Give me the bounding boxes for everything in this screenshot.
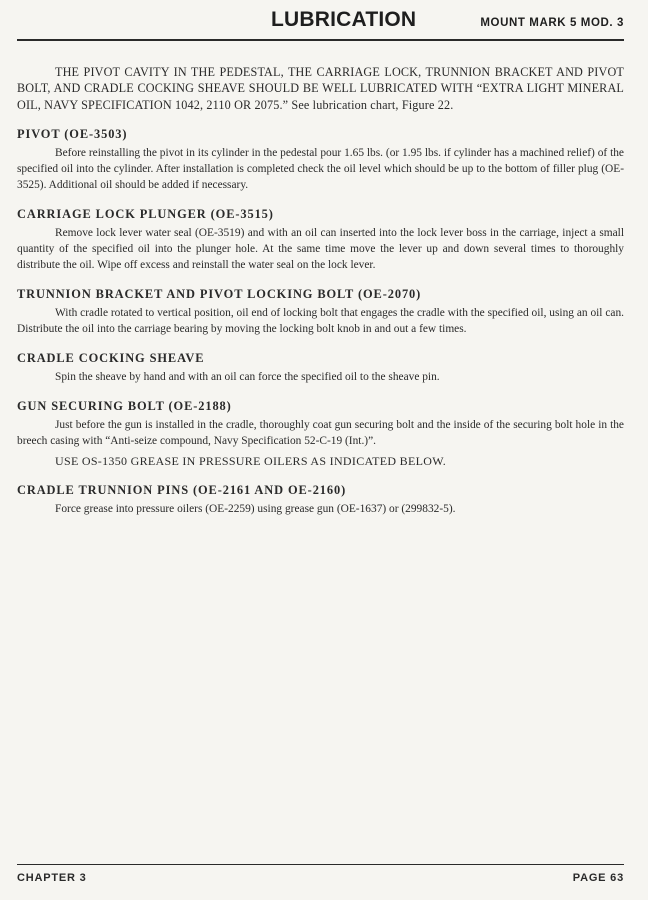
page-body — [17, 64, 624, 517]
section-paragraph: Just before the gun is installed in the cradle, thoroughly coat gun securing bolt and the inside of the securing bolt hole in the breech casing with “Anti-seize compound, Navy Specification 52-C-19 (Int.)”. — [17, 418, 624, 447]
section-carriage-lock-plunger — [17, 206, 624, 273]
section-cradle-cocking-sheave — [17, 350, 624, 385]
section-gun-securing-bolt — [17, 398, 624, 469]
chapter-label: CHAPTER 3 — [17, 872, 87, 884]
section-cradle-trunnion-pins — [17, 482, 624, 517]
footer-rule — [17, 864, 624, 865]
page-title: LUBRICATION — [271, 8, 417, 31]
section-pivot — [17, 126, 624, 193]
section-paragraph: Before reinstalling the pivot in its cylinder in the pedestal pour 1.65 lbs. (or 1.95 lbs. if cylinder has a machined relief) of the specified oil into the cylinder. After installation is completed check the oil level which should be up to the bottom of filler plug (OE-3525). Additional oil should be added if necessary. — [17, 146, 624, 191]
section-heading: CARRIAGE LOCK PLUNGER (OE-3515) — [17, 206, 274, 221]
page-number: PAGE 63 — [572, 872, 624, 884]
section-paragraph: Force grease into pressure oilers (OE-2259) using grease gun (OE-1637) or (299832-5). — [55, 502, 456, 515]
grease-note: USE OS-1350 GREASE IN PRESSURE OILERS AS INDICATED BELOW. — [55, 453, 447, 468]
section-heading: TRUNNION BRACKET AND PIVOT LOCKING BOLT (OE-2070) — [17, 286, 422, 301]
section-paragraph: With cradle rotated to vertical position, oil end of locking bolt that engages the cradle with the specified oil, using an oil can. Distribute the oil into the carriage bearing by moving the locking bolt knob in and out a few times. — [17, 306, 624, 335]
section-heading: CRADLE COCKING SHEAVE — [17, 350, 205, 365]
page-header — [17, 8, 624, 40]
intro-paragraph: THE PIVOT CAVITY IN THE PEDESTAL, THE CARRIAGE LOCK, TRUNNION BRACKET AND PIVOT BOLT, AND CRADLE COCKING SHEAVE SHOULD BE WELL LUBRICATED WITH “EXTRA LIGHT MINERAL OIL, NAVY SPECIFICATION 1042, 2110 OR 2075.” See lubrication chart, Figure 22. — [17, 65, 624, 112]
section-paragraph: Remove lock lever water seal (OE-3519) and with an oil can inserted into the lock lever boss in the carriage, inject a small quantity of the specified oil into the plunger hole. At the same time move the lever up and down several times to thoroughly distribute the oil. Wipe off excess and reinstall the water seal on the lock lever. — [17, 226, 624, 271]
mount-designation: MOUNT MARK 5 MOD. 3 — [480, 17, 624, 29]
header-rule — [17, 39, 624, 41]
section-heading: GUN SECURING BOLT (OE-2188) — [17, 398, 232, 413]
section-heading: PIVOT (OE-3503) — [17, 126, 128, 141]
section-paragraph: Spin the sheave by hand and with an oil can force the specified oil to the sheave pin. — [55, 370, 440, 383]
section-trunnion-bracket — [17, 286, 624, 337]
section-heading: CRADLE TRUNNION PINS (OE-2161 AND OE-2160) — [17, 482, 347, 497]
